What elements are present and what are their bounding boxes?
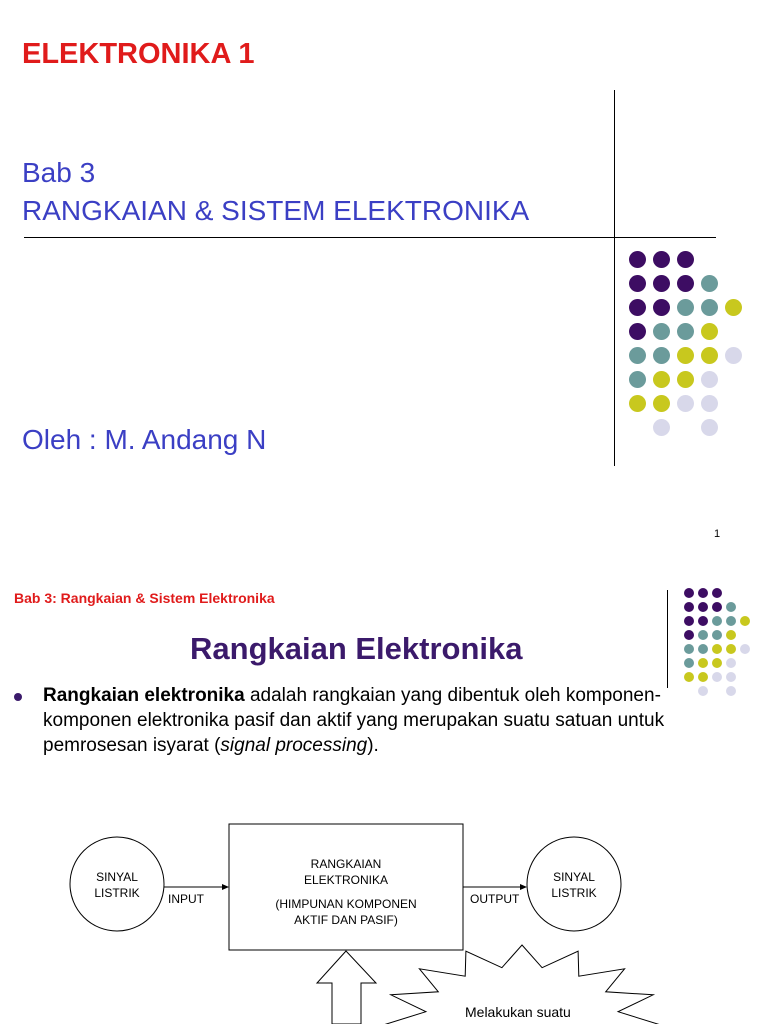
- decorative-dot: [677, 275, 694, 292]
- decorative-dot: [653, 395, 670, 412]
- author-line: Oleh : M. Andang N: [22, 424, 267, 455]
- definition-part-1: adalah rangkaian yang dibentuk oleh komponen-komponen elektronika pasif dan aktif yang merupakan suatu satuan untuk pemrosesan isyarat (: [43, 685, 665, 756]
- page-number: 1: [714, 528, 721, 540]
- signal-processing-term: signal processing: [220, 735, 368, 756]
- chapter-subtitle: RANGKAIAN & SISTEM ELEKTRONIKA: [22, 195, 530, 226]
- decorative-dot: [629, 347, 646, 364]
- vertical-rule: [614, 90, 615, 466]
- decorative-dot: [629, 323, 646, 340]
- slide-title: Rangkaian Elektronika: [190, 631, 523, 666]
- right-circle-line-1: SINYAL: [553, 870, 595, 884]
- decorative-dot: [677, 299, 694, 316]
- box-title: [232, 856, 460, 888]
- slide-header: Bab 3: Rangkaian & Sistem Elektronika: [14, 590, 275, 606]
- decorative-dot: [677, 347, 694, 364]
- left-circle-label: [79, 869, 155, 901]
- decorative-dot: [701, 275, 718, 292]
- decorative-dot: [629, 371, 646, 388]
- left-circle-line-1: SINYAL: [96, 870, 138, 884]
- decorative-dot: [677, 395, 694, 412]
- burst-text: Melakukan suatu: [465, 1004, 571, 1020]
- decorative-dot: [653, 299, 670, 316]
- input-arrow-head: [222, 884, 229, 890]
- decorative-dot: [701, 371, 718, 388]
- decorative-dot: [701, 299, 718, 316]
- box-line-1: RANGKAIAN: [310, 857, 382, 871]
- box-line-2: ELEKTRONIKA: [303, 873, 389, 887]
- course-title: ELEKTRONIKA 1: [22, 38, 255, 70]
- decorative-dot: [701, 347, 718, 364]
- box-subtitle: [232, 896, 460, 928]
- decorative-dot: [653, 251, 670, 268]
- decorative-dot: [725, 347, 742, 364]
- decorative-dot: [629, 251, 646, 268]
- decorative-dot: [653, 323, 670, 340]
- decorative-dot: [701, 395, 718, 412]
- decorative-dot: [725, 299, 742, 316]
- up-arrow-icon: [317, 951, 376, 1024]
- definition-part-2: ).: [367, 735, 379, 756]
- box-sub-line-2: AKTIF DAN PASIF): [294, 913, 398, 927]
- decorative-dot: [653, 419, 670, 436]
- box-sub-line-1: (HIMPUNAN KOMPONEN: [275, 897, 417, 911]
- right-circle-label: [536, 869, 612, 901]
- decorative-dot: [653, 347, 670, 364]
- decorative-dot: [629, 275, 646, 292]
- decorative-dot: [677, 251, 694, 268]
- decorative-dot: [701, 419, 718, 436]
- left-circle-line-2: LISTRIK: [94, 886, 140, 900]
- decorative-dot: [701, 323, 718, 340]
- right-circle-line-2: LISTRIK: [551, 886, 597, 900]
- chapter-label: Bab 3: [22, 157, 96, 188]
- term: Rangkaian elektronika: [43, 685, 245, 706]
- decorative-dot: [629, 395, 646, 412]
- title-underline: [24, 237, 716, 238]
- block-diagram: [0, 565, 768, 1024]
- decorative-dot: [677, 323, 694, 340]
- decorative-dot: [653, 275, 670, 292]
- output-arrow-head: [520, 884, 527, 890]
- decorative-dot: [653, 371, 670, 388]
- input-label: INPUT: [168, 892, 204, 906]
- decorative-dot: [629, 299, 646, 316]
- output-label: OUTPUT: [470, 892, 520, 906]
- content-slide: [0, 565, 768, 1024]
- page-separator: [0, 555, 768, 565]
- decorative-dot: [677, 371, 694, 388]
